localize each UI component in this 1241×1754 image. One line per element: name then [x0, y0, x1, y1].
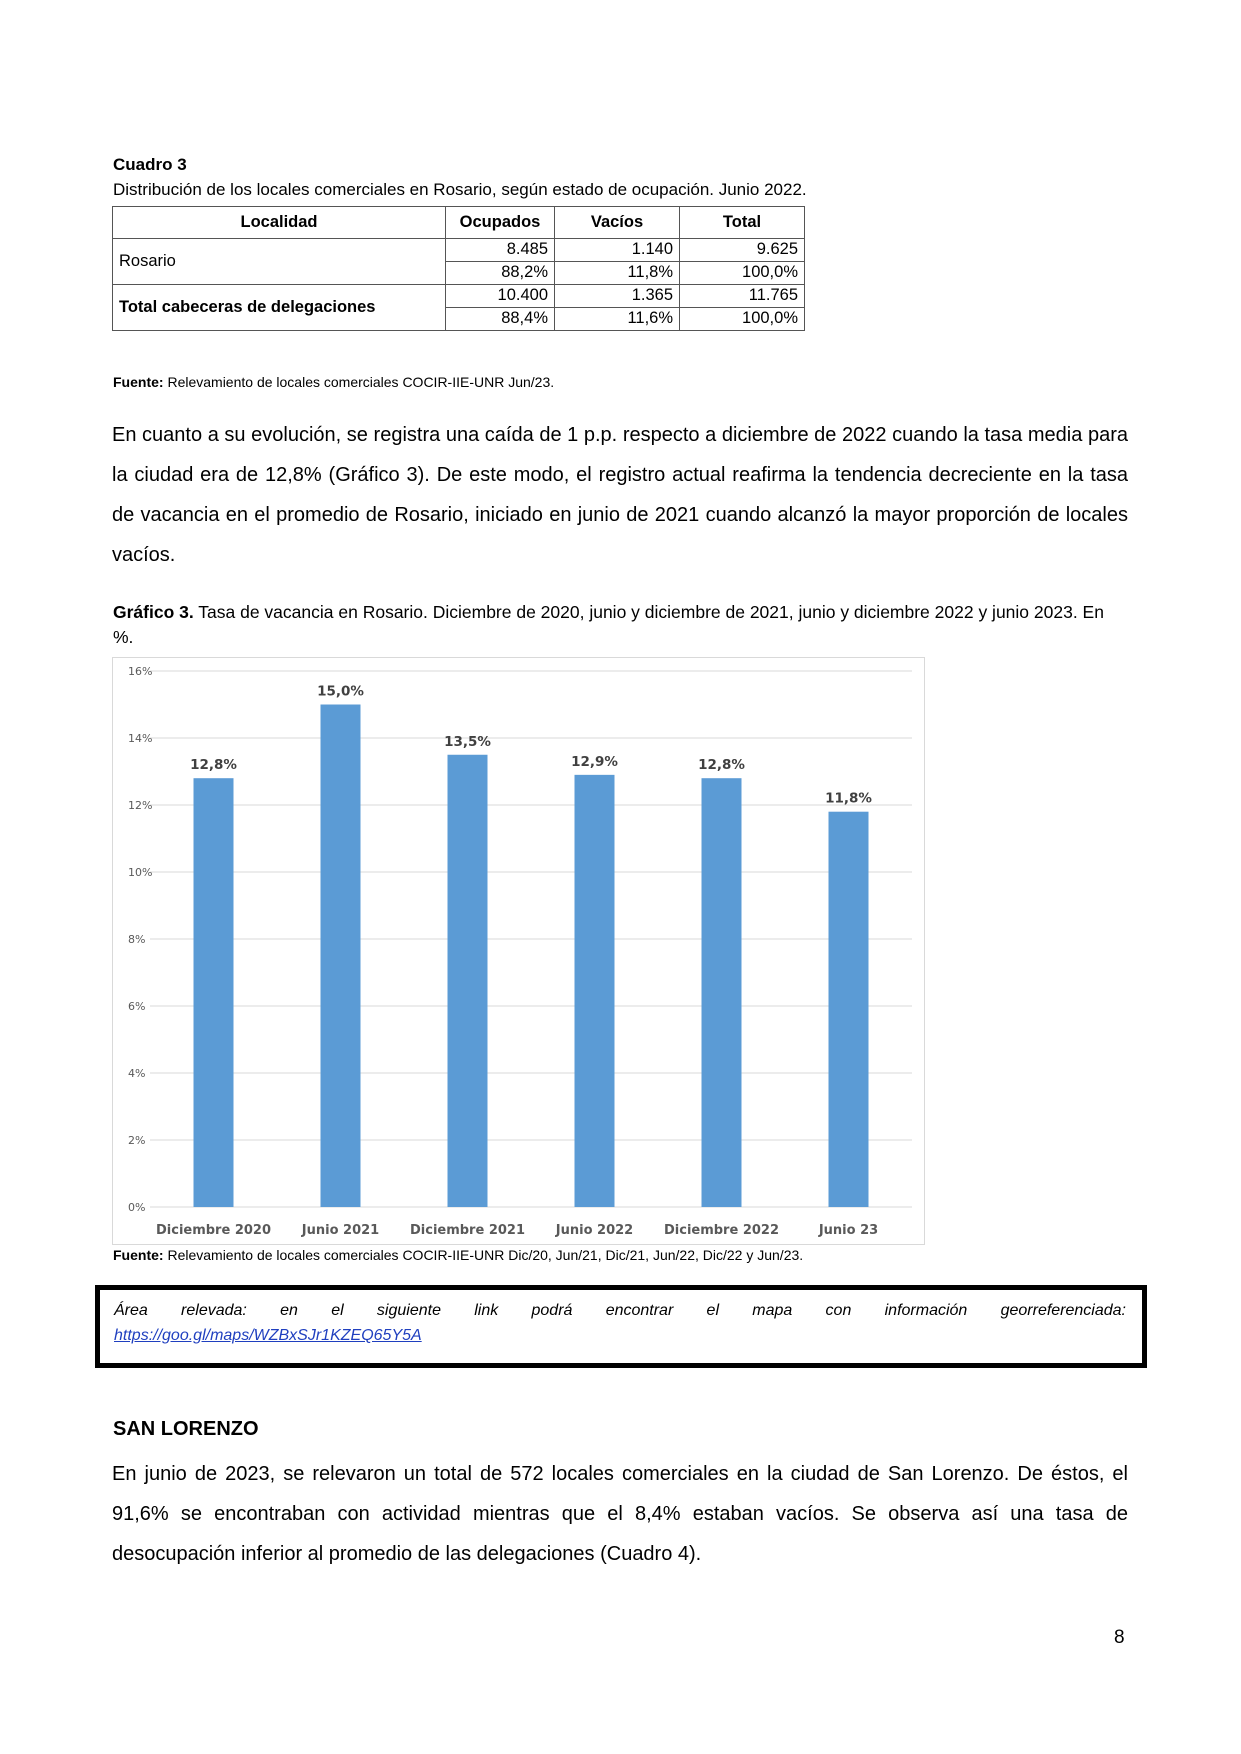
- bar: [829, 812, 869, 1207]
- table-header-row: [113, 207, 805, 239]
- cell-pct: 88,2%: [446, 262, 555, 285]
- chart-caption-text: Tasa de vacancia en Rosario. Diciembre de 2020, junio y diciembre de 2021, junio y diciembre 2022 y junio 2023. En %.: [113, 602, 1104, 647]
- bar-data-label: 12,8%: [698, 757, 745, 774]
- y-tick-label: 14%: [128, 732, 153, 745]
- x-tick-label: Diciembre 2020: [155, 1223, 272, 1238]
- header-total: Total: [680, 207, 805, 239]
- paragraph-san-lorenzo: En junio de 2023, se relevaron un total de 572 locales comerciales en la ciudad de San Lorenzo. De éstos, el 91,6% se encontraban con actividad mientras que el 8,4% estaban vacíos. Se observa así una tasa de desocupación inferior al promedio de las delegaciones (Cuadro 4).: [112, 1463, 1128, 1565]
- chart-source: [113, 1247, 803, 1263]
- bar-data-label: 11,8%: [825, 790, 872, 807]
- map-link[interactable]: https://goo.gl/maps/WZBxSJr1KZEQ65Y5A: [114, 1327, 422, 1344]
- row-localidad: Total cabeceras de delegaciones: [113, 285, 446, 331]
- paragraph-evolucion: En cuanto a su evolución, se registra una caída de 1 p.p. respecto a diciembre de 2022 cuando la tasa media para la ciudad era de 12,8% (Gráfico 3). De este modo, el registro actual reafirma la tendencia decreciente en la tasa de vacancia en el promedio de Rosario, iniciado en junio de 2021 cuando alcanzó la mayor proporción de locales vacíos.: [112, 424, 1128, 566]
- y-tick-label: 8%: [128, 933, 146, 946]
- page-number: 8: [1114, 1627, 1125, 1648]
- cell-pct: 100,0%: [680, 308, 805, 331]
- vacancy-bar-chart: [112, 657, 925, 1245]
- header-vacios: Vacíos: [555, 207, 680, 239]
- bar: [194, 778, 234, 1207]
- bar-data-label: 15,0%: [317, 683, 364, 700]
- bar-data-label: 12,9%: [571, 753, 618, 770]
- y-tick-label: 2%: [128, 1134, 146, 1147]
- cell-count: 10.400: [446, 285, 555, 308]
- table-row: [113, 239, 805, 262]
- cell-pct: 11,8%: [555, 262, 680, 285]
- chart-caption: [113, 600, 1113, 650]
- cell-count: 8.485: [446, 239, 555, 262]
- bar: [448, 755, 488, 1207]
- x-tick-label: Junio 2022: [555, 1223, 634, 1238]
- info-box: [95, 1285, 1147, 1368]
- chart-caption-label: Gráfico 3.: [113, 602, 194, 622]
- row-localidad: Rosario: [113, 239, 446, 285]
- table-title: Cuadro 3: [113, 155, 187, 174]
- y-tick-label: 12%: [128, 799, 153, 812]
- y-tick-label: 6%: [128, 1000, 146, 1013]
- cell-count: 11.765: [680, 285, 805, 308]
- y-tick-label: 10%: [128, 866, 153, 879]
- bar-data-label: 12,8%: [190, 757, 237, 774]
- info-box-text: Área relevada: en el siguiente link podrá encontrar el mapa con información georreferenciada:: [114, 1302, 1126, 1319]
- x-tick-label: Diciembre 2021: [409, 1223, 526, 1238]
- cell-count: 9.625: [680, 239, 805, 262]
- header-localidad: Localidad: [113, 207, 446, 239]
- section-heading: SAN LORENZO: [113, 1418, 259, 1440]
- source-label: Fuente:: [113, 1247, 164, 1263]
- x-tick-label: Junio 23: [818, 1223, 879, 1238]
- cell-count: 1.365: [555, 285, 680, 308]
- source-label: Fuente:: [113, 374, 164, 390]
- y-tick-label: 0%: [128, 1201, 146, 1214]
- header-ocupados: Ocupados: [446, 207, 555, 239]
- chart-frame: [113, 658, 925, 1245]
- table-source: [113, 374, 554, 390]
- cuadro-3-table: [112, 206, 805, 331]
- y-tick-label: 16%: [128, 665, 153, 678]
- cell-pct: 100,0%: [680, 262, 805, 285]
- source-text: Relevamiento de locales comerciales COCIR-IIE-UNR Jun/23.: [163, 374, 555, 390]
- bar: [702, 778, 742, 1207]
- bar: [575, 775, 615, 1207]
- source-text: Relevamiento de locales comerciales COCIR-IIE-UNR Dic/20, Jun/21, Dic/21, Jun/22, Dic/22 y Jun/23.: [163, 1247, 804, 1263]
- bar-data-label: 13,5%: [444, 733, 491, 750]
- x-tick-label: Junio 2021: [301, 1223, 380, 1238]
- table-row: [113, 285, 805, 308]
- table-subtitle: Distribución de los locales comerciales en Rosario, según estado de ocupación. Junio 2022.: [113, 180, 807, 199]
- cell-pct: 11,6%: [555, 308, 680, 331]
- cell-count: 1.140: [555, 239, 680, 262]
- y-tick-label: 4%: [128, 1067, 146, 1080]
- cell-pct: 88,4%: [446, 308, 555, 331]
- bar: [321, 705, 361, 1208]
- x-tick-label: Diciembre 2022: [663, 1223, 780, 1238]
